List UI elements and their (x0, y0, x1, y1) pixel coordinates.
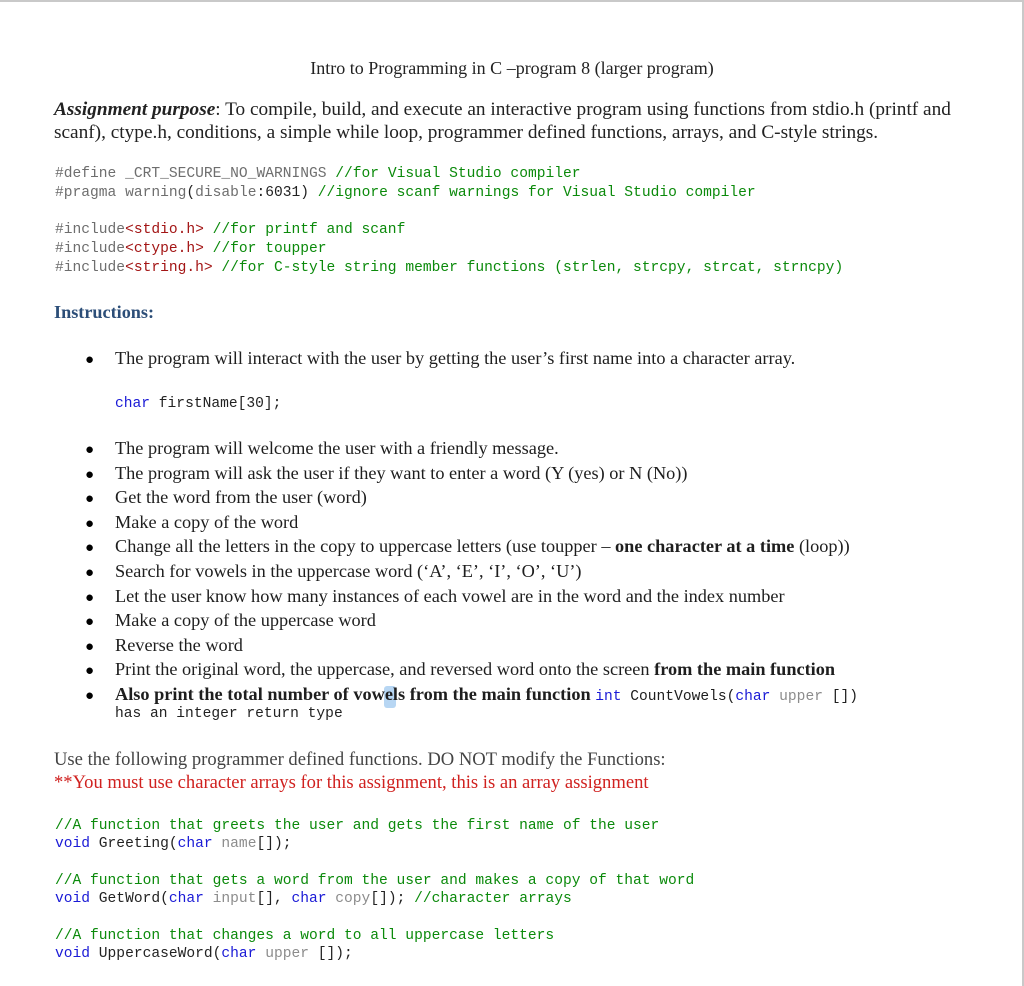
char-keyword: char (177, 836, 213, 852)
bullet-marker: ● (85, 442, 95, 458)
countvowels-name: CountVowels( (630, 689, 736, 705)
getword-prototype (55, 891, 572, 907)
greeting-comment: //A function that greets the user and gets the first name of the user (55, 818, 660, 834)
pragma-line (55, 185, 756, 201)
bullet-marker: ● (85, 565, 95, 581)
define-keyword: #define (55, 166, 117, 182)
include-comment: //for toupper (212, 241, 327, 257)
param-name: name (221, 836, 257, 852)
instruction-bullet (115, 635, 243, 656)
param-copy: copy (335, 891, 371, 907)
bullet-text: Print the original word, the uppercase, and reversed word onto the screen (115, 659, 655, 680)
void-keyword: void (55, 891, 91, 907)
array-warning: **You must use character arrays for this assignment, this is an array assignment (54, 772, 649, 793)
bullet-marker: ● (85, 688, 95, 704)
bullet-marker: ● (85, 466, 95, 483)
code-end: []); (370, 891, 415, 907)
instruction-bullet (115, 487, 367, 508)
include-file: <string.h> (125, 260, 213, 276)
bullet-marker: ● (85, 352, 95, 368)
getword-name: GetWord( (98, 891, 169, 907)
bullet-text: Make a copy of the word (115, 511, 299, 532)
param-upper: upper (779, 689, 823, 705)
include-file: <ctype.h> (125, 241, 204, 257)
instruction-bullet (115, 512, 298, 533)
code-end: []); (309, 946, 353, 962)
include-comment: //for printf and scanf (212, 222, 406, 238)
char-keyword: char (291, 891, 327, 907)
pragma-open: ( (186, 185, 196, 201)
purpose-text: : To compile, build, and execute an interactive program using functions from stdio.h (printf and scanf), ctype.h, conditions, a simple while loop, programmer defined functions, arrays, and C-style strings. (54, 99, 951, 143)
greeting-name: Greeting( (98, 836, 178, 852)
param-upper: upper (265, 946, 309, 962)
code-end: []) (831, 689, 859, 705)
uppercase-comment: //A function that changes a word to all uppercase letters (55, 928, 555, 944)
pragma-keyword: #pragma (55, 185, 117, 201)
instruction-bullet (115, 438, 559, 459)
pragma-comment: //ignore scanf warnings for Visual Studio compiler (317, 185, 756, 201)
instruction-bullet (115, 659, 835, 680)
instruction-bullet (115, 610, 376, 631)
int-keyword: int (595, 689, 622, 705)
getword-comment: //A function that gets a word from the user and makes a copy of that word (55, 873, 695, 889)
bullet-last (115, 684, 858, 705)
bullet-marker: ● (85, 638, 95, 655)
pragma-number: :6031) (256, 185, 310, 201)
bullet-text: Make a copy of the uppercase word (115, 610, 376, 631)
code-end: []); (256, 836, 292, 852)
pragma-word: warning (125, 185, 187, 201)
greeting-prototype (55, 836, 291, 852)
bullet-text: The program will ask the user if they want to enter a word (Y (yes) or N (No)) (115, 462, 688, 483)
define-line (55, 166, 581, 182)
include-stdio-line (55, 222, 405, 238)
bullet-marker: ● (85, 589, 95, 606)
bullet-marker: ● (85, 515, 95, 532)
getword-trailing-comment: //character arrays (414, 891, 572, 907)
char-keyword: char (221, 946, 257, 962)
instruction-bullet (115, 561, 582, 582)
bullet-bold-text: one character at a time (615, 536, 795, 557)
param-input: input (212, 891, 257, 907)
instruction-bullet (115, 536, 850, 557)
include-comment: //for C-style string member functions (strlen, strcpy, strcat, strncpy) (221, 260, 844, 276)
bullet-text: Get the word from the user (word) (115, 487, 367, 508)
bullet-text: The program will welcome the user with a friendly message. (115, 438, 559, 458)
include-file: <stdio.h> (125, 222, 204, 238)
document-title: Intro to Programming in C –program 8 (larger program) (310, 58, 714, 78)
bullet-first: The program will interact with the user by getting the user’s first name into a character array. (115, 348, 796, 368)
bullet-marker: ● (85, 663, 95, 680)
include-keyword: #include (55, 241, 126, 257)
char-keyword: char (115, 396, 151, 412)
use-functions-text: Use the following programmer defined functions. DO NOT modify the Functions: (54, 749, 666, 770)
define-comment: //for Visual Studio compiler (335, 166, 581, 182)
instruction-bullet (115, 463, 687, 484)
assignment-purpose (54, 98, 964, 144)
bullet-last-bold: Also print the total number of vowels from the main function (115, 684, 591, 704)
void-keyword: void (55, 836, 91, 852)
char-declaration (115, 396, 281, 412)
uppercaseword-name: UppercaseWord( (98, 946, 222, 962)
bullet-text: Search for vowels in the uppercase word (‘A’, ‘E’, ‘I’, ‘O’, ‘U’) (115, 561, 582, 581)
void-keyword: void (55, 946, 91, 962)
uppercase-prototype (55, 946, 353, 962)
include-keyword: #include (55, 222, 126, 238)
bullet-marker: ● (85, 540, 95, 557)
bullet-text: Change all the letters in the copy to uppercase letters (use toupper – (115, 536, 616, 557)
instruction-bullet (115, 586, 785, 607)
include-ctype-line (55, 241, 327, 257)
window-edge-top (0, 0, 1024, 2)
bullet-text: Reverse the word (115, 634, 243, 655)
bullet-post-text: (loop)) (794, 536, 850, 557)
bullet-bold-text: from the main function (654, 659, 836, 680)
include-string-line (55, 260, 843, 276)
char-declaration-rest: firstName[30]; (158, 396, 282, 412)
bullet-text: Let the user know how many instances of each vowel are in the word and the index number (115, 585, 785, 606)
pragma-disable: disable (195, 185, 257, 201)
instructions-heading: Instructions: (54, 302, 155, 322)
purpose-label: Assignment purpose (54, 99, 216, 120)
return-type-note: has an integer return type (115, 706, 343, 722)
bullet-marker: ● (85, 491, 95, 508)
char-keyword: char (168, 891, 204, 907)
include-keyword: #include (55, 260, 126, 276)
bullet-marker: ● (85, 614, 95, 631)
char-keyword: char (735, 689, 771, 705)
define-name: _CRT_SECURE_NO_WARNINGS (125, 166, 327, 182)
code-separator: [], (256, 891, 292, 907)
